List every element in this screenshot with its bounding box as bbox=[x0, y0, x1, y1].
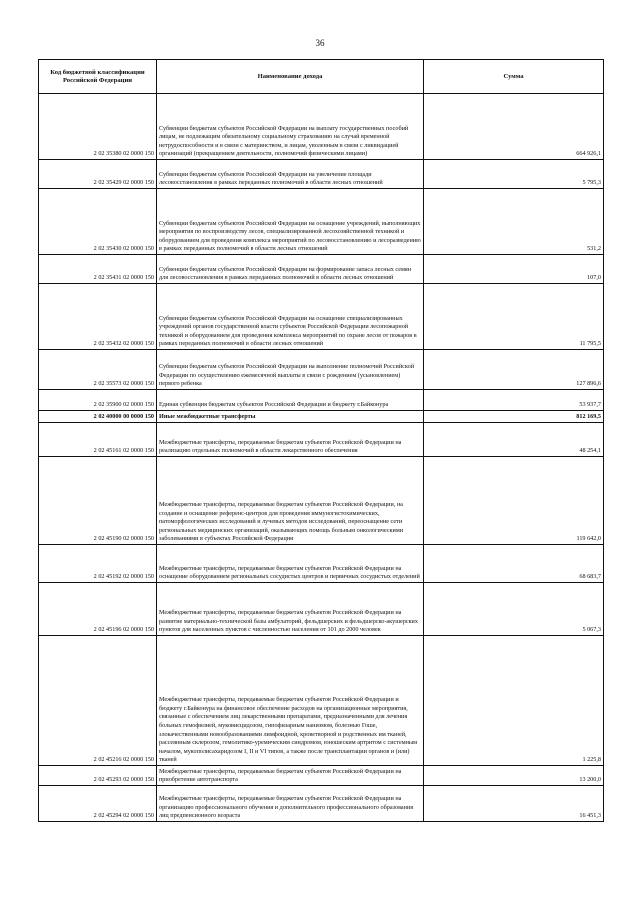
row-code: 2 02 45190 02 0000 150 bbox=[39, 457, 157, 545]
row-sum: 53 937,7 bbox=[424, 390, 604, 411]
row-name: Межбюджетные трансферты, передаваемые бюджетам субъектов Российской Федерации на организацию профессионального обучения и дополнительного профессионального образования лиц предпенсионного возраста bbox=[157, 786, 424, 822]
table-row bbox=[39, 350, 604, 390]
row-sum: 48 254,1 bbox=[424, 423, 604, 457]
row-code: 2 02 35432 02 0000 150 bbox=[39, 284, 157, 350]
row-name: Межбюджетные трансферты, передаваемые бюджетам субъектов Российской Федерации и бюджету г.Байконура на финансовое обеспечение расходов на организационные мероприятия, связанные с обеспечением лиц лекарственными препаратами, предназначенными для лечения больных гемофилией, муковисцидозом, гипофизарным нанизмом, болезнью Гоше, злокачественными новообразованиями лимфоидной, кроветворной и родственных им тканей, рассеянным склерозом, гемолитико-уремическим синдромом, юношеским артритом с системным началом, мукополисахаридозом I, II и VI типов, а также после трансплантации органов и (или) тканей bbox=[157, 636, 424, 766]
row-sum: 127 896,6 bbox=[424, 350, 604, 390]
table-row bbox=[39, 411, 604, 423]
table-row bbox=[39, 583, 604, 636]
table-row bbox=[39, 255, 604, 284]
table-row bbox=[39, 189, 604, 255]
row-sum: 1 225,8 bbox=[424, 636, 604, 766]
table-row bbox=[39, 636, 604, 766]
row-name: Субвенции бюджетам субъектов Российской Федерации на выплату государственных пособий лицам, не подлежащим обязательному социальному страхованию на случай временной нетрудоспособности и в связи с материнством, и лицам, уволенным в связи с ликвидацией организаций (прекращением деятельности, полномочий физическими лицами) bbox=[157, 94, 424, 160]
row-sum: 13 200,0 bbox=[424, 766, 604, 786]
row-name: Субвенции бюджетам субъектов Российской Федерации на увеличение площади лесовосстановления в рамках переданных полномочий в области лесных отношений bbox=[157, 160, 424, 189]
row-code: 2 02 45293 02 0000 150 bbox=[39, 766, 157, 786]
row-code: 2 02 35900 02 0000 150 bbox=[39, 390, 157, 411]
row-name: Иные межбюджетные трансферты bbox=[157, 411, 424, 423]
row-name: Субвенции бюджетам субъектов Российской Федерации на оснащение специализированных учреждений органов государственной власти субъектов Российской Федерации лесопожарной техникой и оборудованием для проведения комплекса мероприятий по охране лесов от пожаров в рамках переданных полномочий в области лесных отношений bbox=[157, 284, 424, 350]
table-header-row bbox=[39, 60, 604, 94]
table-row bbox=[39, 390, 604, 411]
table-row bbox=[39, 423, 604, 457]
row-code: 2 02 45161 02 0000 150 bbox=[39, 423, 157, 457]
row-name: Субвенции бюджетам субъектов Российской Федерации на оснащение учреждений, выполняющих мероприятия по воспроизводству лесов, специализированной лесохозяйственной техникой и оборудованием для проведения комплекса мероприятий по лесовосстановлению и лесоразведению в рамках переданных полномочий в области лесных отношений bbox=[157, 189, 424, 255]
row-code: 2 02 35430 02 0000 150 bbox=[39, 189, 157, 255]
row-code: 2 02 35429 02 0000 150 bbox=[39, 160, 157, 189]
table-row bbox=[39, 94, 604, 160]
row-code: 2 02 45294 02 0000 150 bbox=[39, 786, 157, 822]
table-row bbox=[39, 457, 604, 545]
table-row bbox=[39, 786, 604, 822]
row-code: 2 02 45192 02 0000 150 bbox=[39, 545, 157, 583]
row-code: 2 02 35431 02 0000 150 bbox=[39, 255, 157, 284]
table-row bbox=[39, 284, 604, 350]
table-row bbox=[39, 766, 604, 786]
income-table bbox=[38, 59, 604, 822]
page-number: 36 bbox=[315, 38, 325, 48]
row-name: Межбюджетные трансферты, передаваемые бюджетам субъектов Российской Федерации на развитие материально-технической базы амбулаторий, фельдшерских и фельдшерско-акушерских пунктов для населенных пунктов с численностью населения от 101 до 2000 человек bbox=[157, 583, 424, 636]
row-sum: 119 642,0 bbox=[424, 457, 604, 545]
row-sum: 11 795,5 bbox=[424, 284, 604, 350]
row-sum: 531,2 bbox=[424, 189, 604, 255]
header-sum: Сумма bbox=[424, 60, 604, 94]
row-code: 2 02 45196 02 0000 150 bbox=[39, 583, 157, 636]
row-sum: 107,0 bbox=[424, 255, 604, 284]
row-name: Межбюджетные трансферты, передаваемые бюджетам субъектов Российской Федерации на реализацию отдельных полномочий в области лекарственного обеспечения bbox=[157, 423, 424, 457]
header-name: Наименование дохода bbox=[157, 60, 424, 94]
row-sum: 16 451,3 bbox=[424, 786, 604, 822]
row-code: 2 02 40000 00 0000 150 bbox=[39, 411, 157, 423]
row-sum: 664 926,1 bbox=[424, 94, 604, 160]
row-sum: 812 169,5 bbox=[424, 411, 604, 423]
row-name: Единая субвенция бюджетам субъектов Российской Федерации и бюджету г.Байконура bbox=[157, 390, 424, 411]
row-name: Межбюджетные трансферты, передаваемые бюджетам субъектов Российской Федерации на приобретение автотранспорта bbox=[157, 766, 424, 786]
row-sum: 68 683,7 bbox=[424, 545, 604, 583]
table-row bbox=[39, 545, 604, 583]
row-name: Субвенции бюджетам субъектов Российской Федерации на формирование запаса лесных семян для лесовосстановления в рамках переданных полномочий в области лесных отношений bbox=[157, 255, 424, 284]
table-row bbox=[39, 160, 604, 189]
row-code: 2 02 35573 02 0000 150 bbox=[39, 350, 157, 390]
row-code: 2 02 35380 02 0000 150 bbox=[39, 94, 157, 160]
row-name: Межбюджетные трансферты, передаваемые бюджетам субъектов Российской Федерации, на создание и оснащение референс-центров для проведения иммуногистохимических, патоморфологических исследований и лучевых методов исследований, переоснащение сети региональных медицинских организаций, оказывающих помощь больным онкологическими заболеваниями в субъектах Российской Федерации bbox=[157, 457, 424, 545]
header-code: Код бюджетной классификации Российской Федерации bbox=[39, 60, 157, 94]
row-sum: 5 067,3 bbox=[424, 583, 604, 636]
row-name: Межбюджетные трансферты, передаваемые бюджетам субъектов Российской Федерации на оснащение оборудованием региональных сосудистых центров и первичных сосудистых отделений bbox=[157, 545, 424, 583]
row-sum: 5 795,3 bbox=[424, 160, 604, 189]
row-name: Субвенции бюджетам субъектов Российской Федерации на выполнение полномочий Российской Федерации по осуществлению ежемесячной выплаты в связи с рождением (усыновлением) первого ребенка bbox=[157, 350, 424, 390]
row-code: 2 02 45216 02 0000 150 bbox=[39, 636, 157, 766]
